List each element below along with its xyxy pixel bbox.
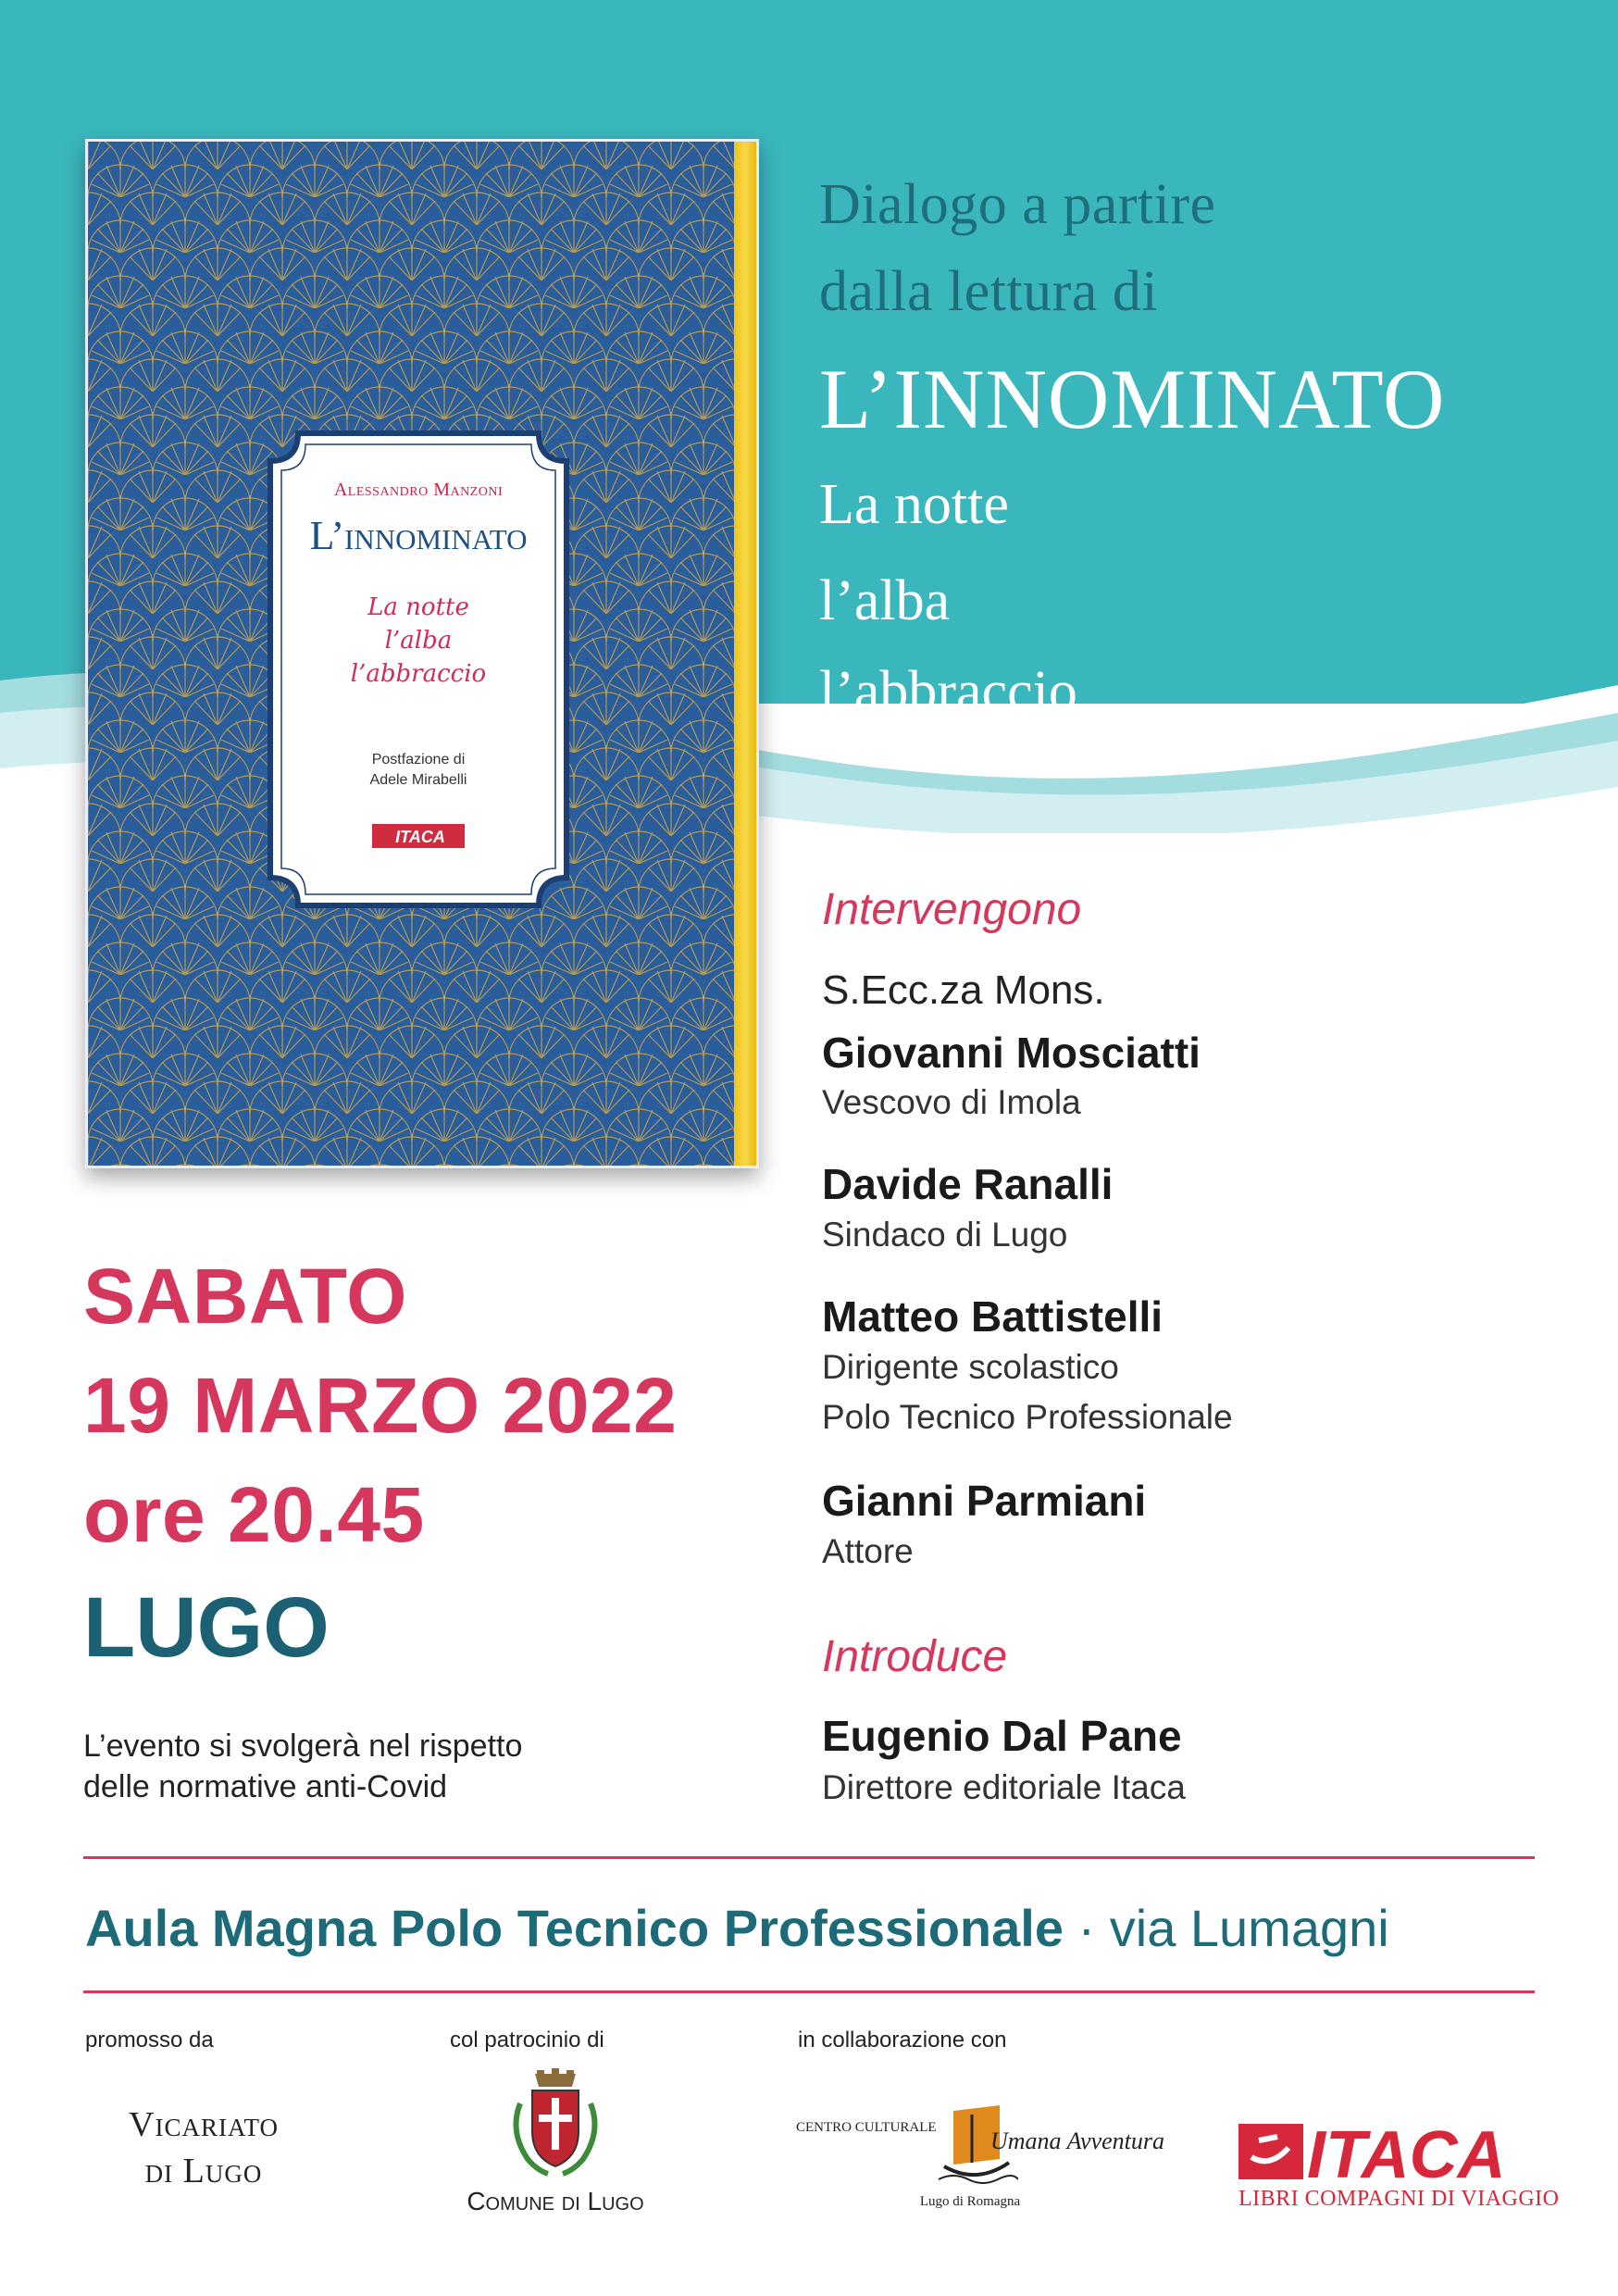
speaker-role: Vescovo di Imola [822, 1083, 1081, 1121]
book-title: L’innominato [309, 513, 528, 558]
cc-place: Lugo di Romagna [919, 2194, 1021, 2209]
event-title: L’INNOMINATO [819, 352, 1446, 446]
vicariato-line: di Lugo [144, 2152, 263, 2190]
afterword-author: Adele Mirabelli [369, 772, 467, 788]
comune-name: Comune di Lugo [467, 2187, 644, 2215]
book-spine [734, 142, 756, 1166]
promoted-by-label: promosso da [85, 2028, 214, 2053]
speaker-role: Dirigente scolastico [822, 1348, 1119, 1386]
book-author: Alessandro Manzoni [333, 480, 504, 500]
speaker-title-prefix: S.Ecc.za Mons. [822, 967, 1105, 1013]
book-subtitle-line: l’alba [384, 627, 453, 655]
book-cover [85, 139, 759, 1168]
svg-text:ITACA: ITACA [1307, 2120, 1506, 2185]
speaker-name: Davide Ranalli [822, 1160, 1114, 1208]
subtitle-line-2: l’alba [819, 569, 951, 632]
book-label-plate [261, 424, 576, 915]
speaker-role: Sindaco di Lugo [822, 1216, 1068, 1254]
book-afterword [261, 750, 576, 791]
speaker-name: Giovanni Mosciatti [822, 1029, 1201, 1077]
speakers-label: Intervengono [822, 885, 1082, 934]
itaca-wordmark [1237, 2120, 1533, 2185]
introducer-role: Direttore editoriale Itaca [822, 1768, 1186, 1806]
heading-line-2: dalla lettura di [819, 260, 1159, 323]
collaboration-label: in collaborazione con [798, 2028, 1007, 2053]
book-subtitle-line: La notte [367, 593, 469, 621]
cc-small-label: CENTRO CULTURALE [796, 2120, 937, 2135]
event-date: 19 MARZO 2022 [83, 1362, 678, 1449]
covid-note-line: delle normative anti-Covid [83, 1769, 448, 1804]
divider-bottom [83, 1990, 1535, 1993]
book-subtitle-line: l’abbraccio [350, 660, 487, 688]
heading-line-1: Dialogo a partire [819, 173, 1216, 236]
event-time: ore 20.45 [83, 1471, 425, 1558]
venue [85, 1898, 1389, 1958]
covid-note-line: L’evento si svolgerà nel rispetto [83, 1728, 523, 1764]
book-publisher-logo [372, 824, 465, 848]
comune-crest-icon [500, 2066, 611, 2187]
divider-top [83, 1856, 1535, 1859]
patronage-label: col patrocinio di [450, 2028, 604, 2053]
covid-note [83, 1726, 639, 1807]
introducer-label: Introduce [822, 1632, 1008, 1681]
svg-text:ITACA: ITACA [395, 828, 445, 846]
cc-name: Umana Avventura [990, 2128, 1164, 2154]
afterword-label: Postfazione di [371, 752, 466, 767]
speaker-name: Matteo Battistelli [822, 1292, 1164, 1341]
event-day: SABATO [83, 1253, 407, 1340]
itaca-tagline: LIBRI COMPAGNI DI VIAGGIO [1238, 2187, 1560, 2211]
introducer-name: Eugenio Dal Pane [822, 1712, 1182, 1760]
speaker-role: Attore [822, 1532, 914, 1570]
itaca-logo [1237, 2120, 1560, 2213]
venue-name: Aula Magna Polo Tecnico Professionale [85, 1899, 1064, 1957]
umana-avventura-logo [796, 2102, 1185, 2222]
event-city: LUGO [83, 1580, 330, 1675]
venue-street: via Lumagni [1109, 1899, 1389, 1957]
speaker-role-line-2: Polo Tecnico Professionale [822, 1398, 1233, 1436]
book-subtitle [261, 591, 576, 691]
venue-separator: · [1063, 1899, 1110, 1957]
subtitle-line-3: l’abbraccio [819, 660, 1077, 723]
speaker-name: Gianni Parmiani [822, 1477, 1147, 1525]
vicariato-logo [83, 2102, 324, 2194]
subtitle-line-1: La notte [819, 473, 1009, 536]
vicariato-line: Vicariato [129, 2105, 279, 2144]
